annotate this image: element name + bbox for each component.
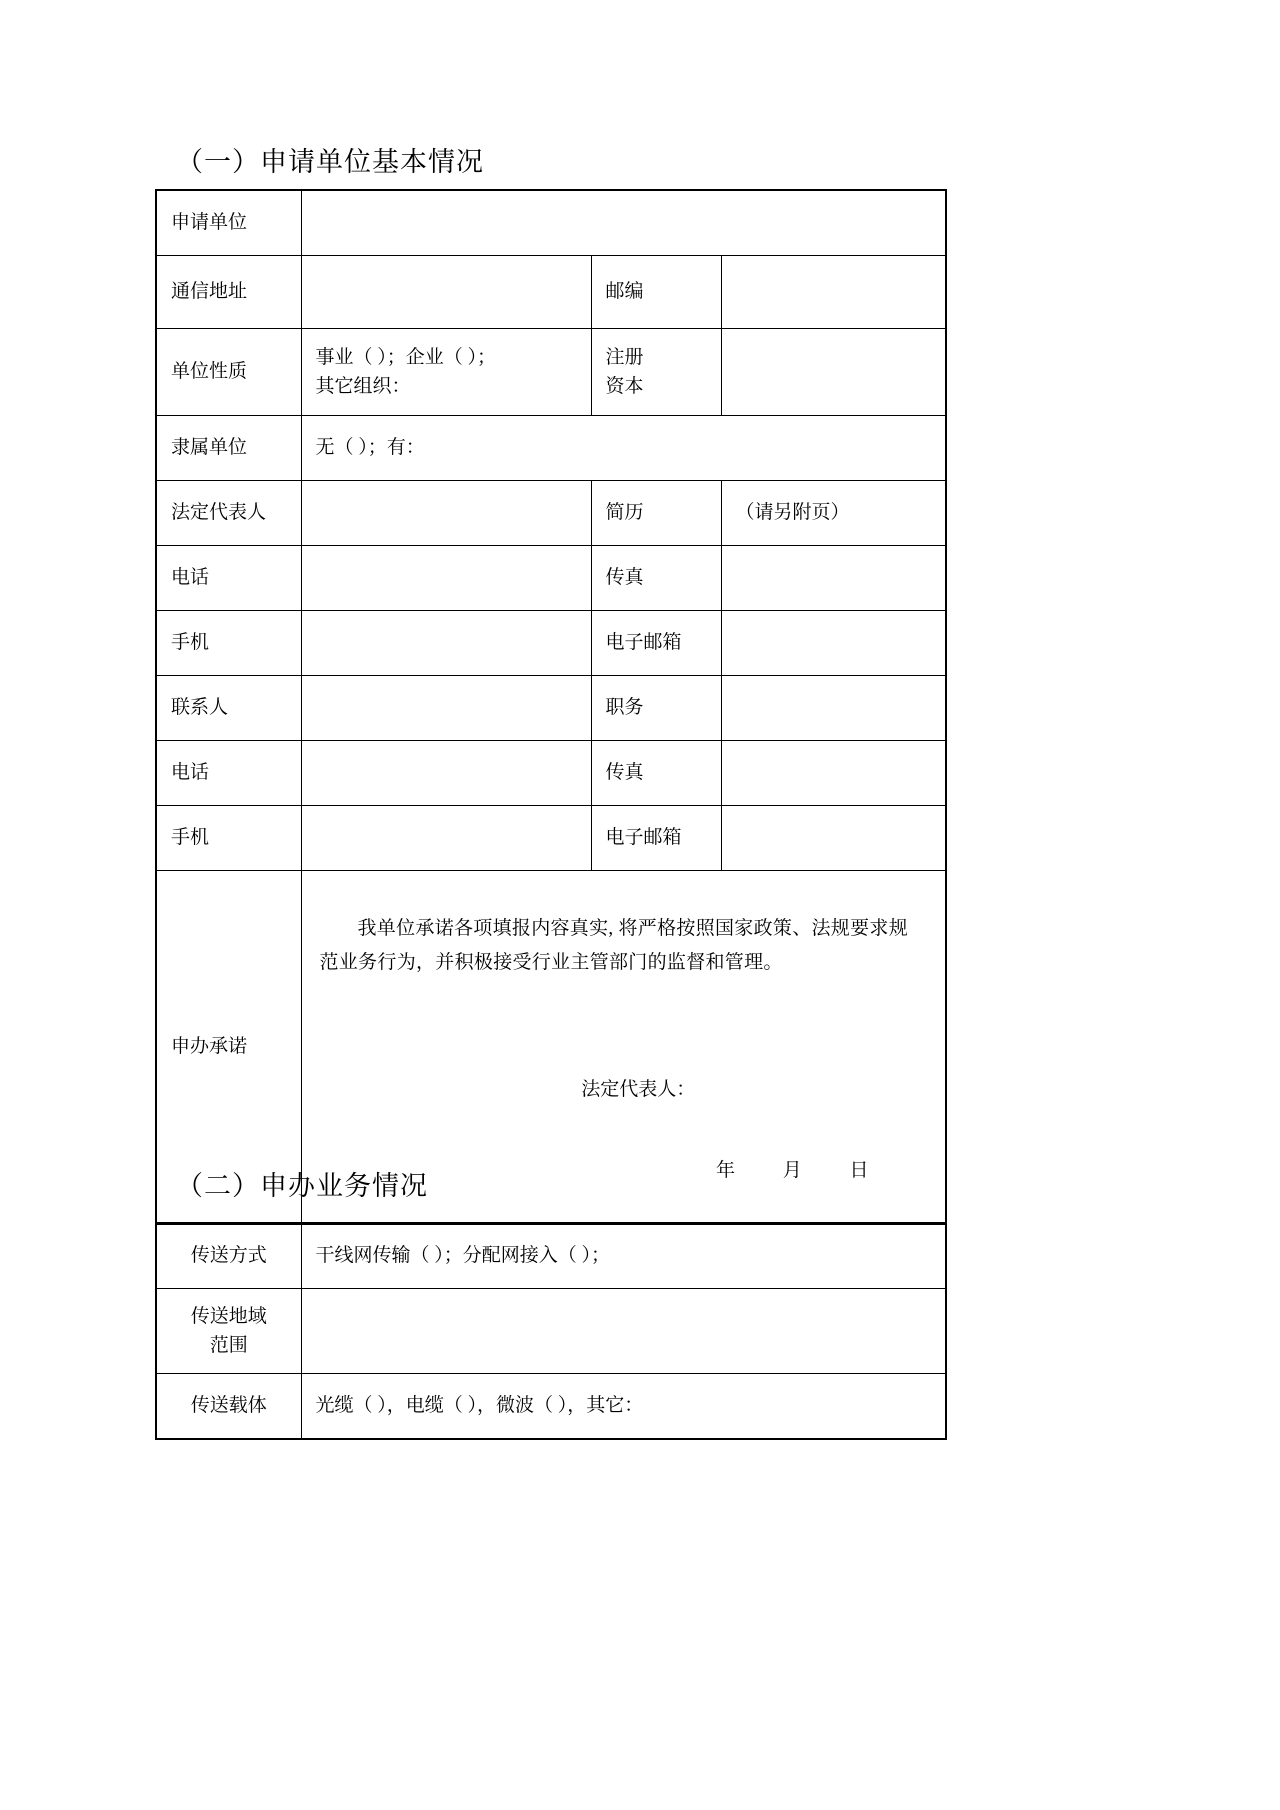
transmit-carrier-label: 传送载体 <box>156 1374 301 1440</box>
table-row <box>156 611 946 676</box>
legal-representative-field[interactable] <box>301 481 591 546</box>
contact-person-field[interactable] <box>301 676 591 741</box>
table-row <box>156 741 946 806</box>
transmit-mode-label: 传送方式 <box>156 1223 301 1289</box>
position-field[interactable] <box>721 676 946 741</box>
phone-label-2: 电话 <box>156 741 301 806</box>
transmit-region-label <box>156 1289 301 1374</box>
transmit-region-label-line-2: 范围 <box>209 1335 248 1356</box>
table-row <box>156 1289 946 1374</box>
affiliation-label: 隶属单位 <box>156 416 301 481</box>
registered-capital-label-line-2: 资本 <box>605 376 644 397</box>
table-row <box>156 546 946 611</box>
postcode-field[interactable] <box>721 256 946 329</box>
email-field-2[interactable] <box>721 806 946 871</box>
table-row <box>156 481 946 546</box>
fax-field-1[interactable] <box>721 546 946 611</box>
fax-field-2[interactable] <box>721 741 946 806</box>
position-label: 职务 <box>591 676 721 741</box>
transmit-region-label-line-1: 传送地域 <box>190 1305 267 1327</box>
section-title-business-info: （二）申办业务情况 <box>176 1171 428 1201</box>
business-application-table <box>155 1222 947 1440</box>
table-row <box>156 1223 946 1289</box>
section-title-applicant-info: （一）申请单位基本情况 <box>176 147 484 177</box>
unit-nature-line-2: 其它组织： <box>315 376 411 397</box>
registered-capital-label <box>591 329 721 416</box>
mobile-field-2[interactable] <box>301 806 591 871</box>
table-row <box>156 676 946 741</box>
transmit-carrier-field[interactable]: 光缆（ ），电缆（ ），微波（ ），其它： <box>301 1374 946 1440</box>
resume-label: 简历 <box>591 481 721 546</box>
table-row <box>156 190 946 256</box>
promise-paragraph: 我单位承诺各项填报内容真实, 将严格按照国家政策、法规要求规范业务行为，并积极接受行业主管部门的监督和管理。 <box>319 918 909 973</box>
applicant-unit-field[interactable] <box>301 190 946 256</box>
email-label-1: 电子邮箱 <box>591 611 721 676</box>
fax-label-1: 传真 <box>591 546 721 611</box>
table-row <box>156 1374 946 1440</box>
applicant-unit-label: 申请单位 <box>156 190 301 256</box>
promise-date-month: 月 <box>782 1160 803 1182</box>
table-row <box>156 806 946 871</box>
address-label: 通信地址 <box>156 256 301 329</box>
promise-date-day: 日 <box>849 1160 869 1182</box>
mobile-field-1[interactable] <box>301 611 591 676</box>
unit-nature-label: 单位性质 <box>156 329 301 416</box>
resume-note: （请另附页） <box>721 481 946 546</box>
mobile-label-1: 手机 <box>156 611 301 676</box>
email-label-2: 电子邮箱 <box>591 806 721 871</box>
legal-representative-label: 法定代表人 <box>156 481 301 546</box>
mobile-label-2: 手机 <box>156 806 301 871</box>
phone-field-2[interactable] <box>301 741 591 806</box>
unit-nature-field[interactable] <box>301 329 591 416</box>
postcode-label: 邮编 <box>591 256 721 329</box>
affiliation-field[interactable]: 无（ ）；有： <box>301 416 946 481</box>
phone-label-1: 电话 <box>156 546 301 611</box>
address-field[interactable] <box>301 256 591 329</box>
email-field-1[interactable] <box>721 611 946 676</box>
table-row <box>156 329 946 416</box>
promise-signature-label: 法定代表人： <box>581 1078 696 1100</box>
fax-label-2: 传真 <box>591 741 721 806</box>
registered-capital-field[interactable] <box>721 329 946 416</box>
transmit-region-field[interactable] <box>301 1289 946 1374</box>
table-row <box>156 256 946 329</box>
table-row <box>156 416 946 481</box>
registered-capital-label-line-1: 注册 <box>605 346 644 368</box>
unit-nature-line-1: 事业（ ）；企业（ ）； <box>315 346 497 368</box>
transmit-mode-field[interactable]: 干线网传输（ ）；分配网接入（ ）； <box>301 1223 946 1289</box>
applicant-basic-info-table <box>155 189 947 1225</box>
application-promise-label: 申办承诺 <box>156 871 301 1225</box>
promise-date-year: 年 <box>715 1160 736 1182</box>
phone-field-1[interactable] <box>301 546 591 611</box>
contact-person-label: 联系人 <box>156 676 301 741</box>
